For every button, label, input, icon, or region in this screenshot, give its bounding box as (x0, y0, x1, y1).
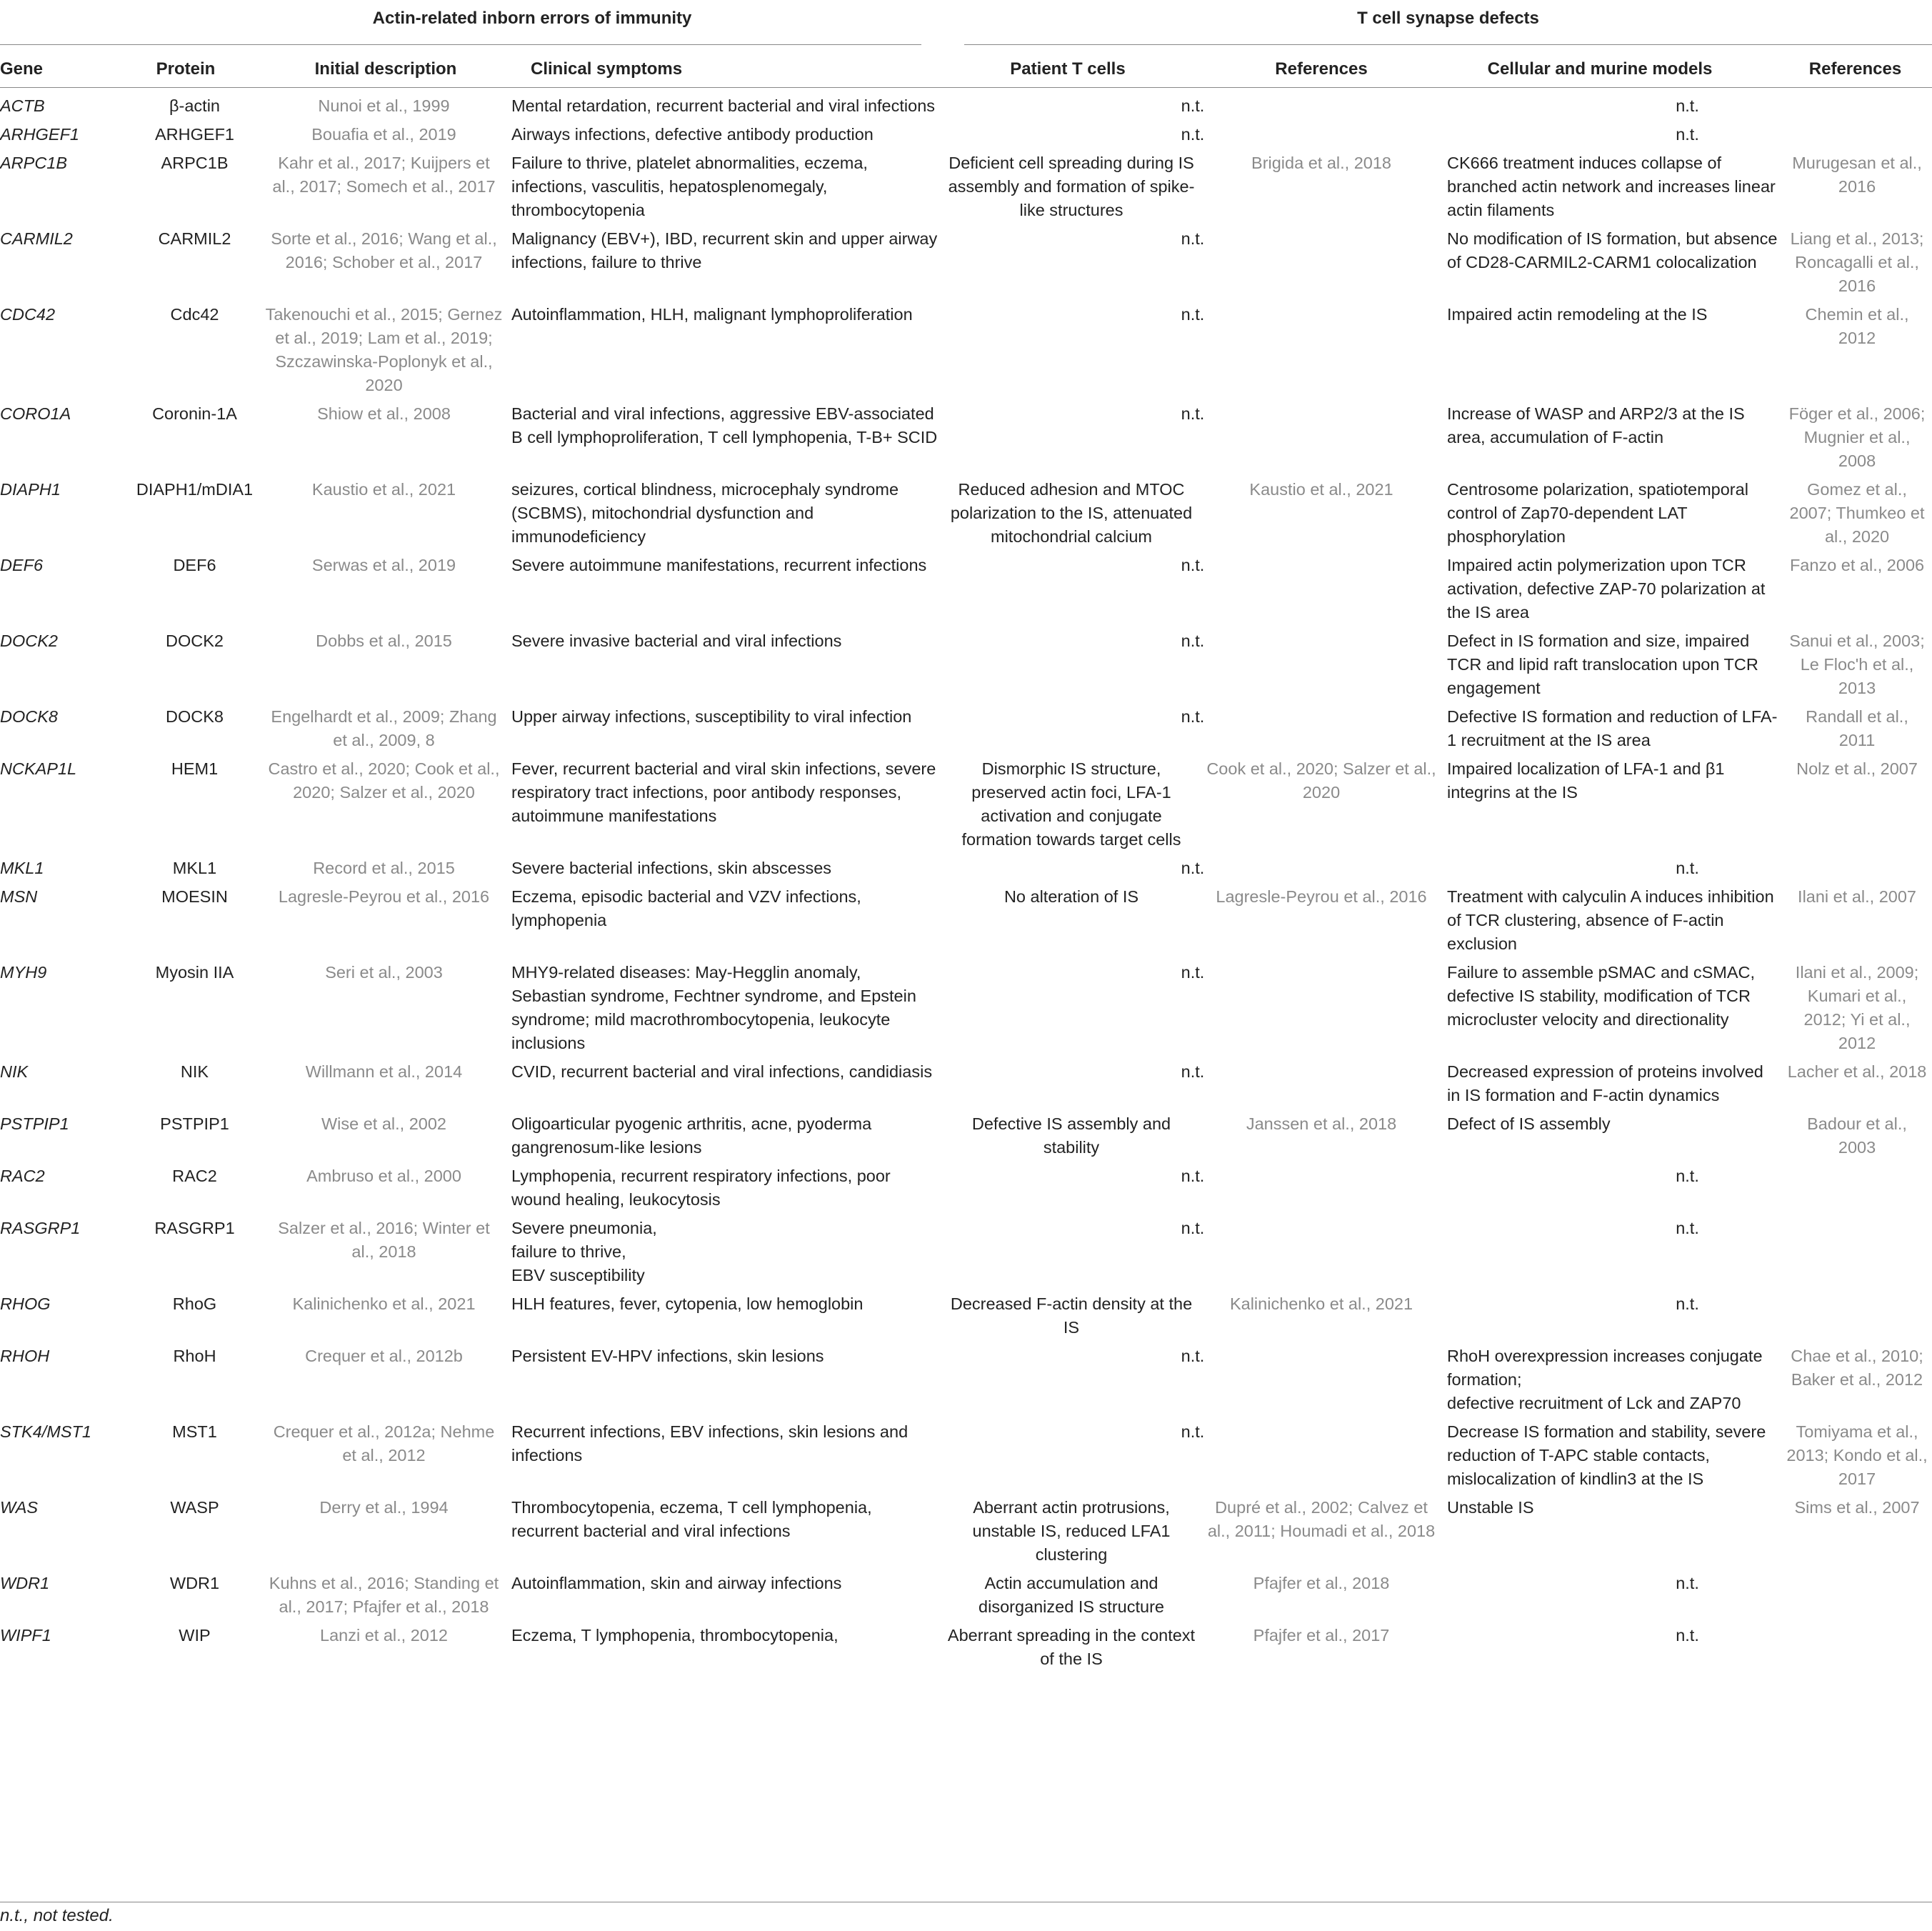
protein-cell: RAC2 (172, 1167, 217, 1185)
protein-cell: WDR1 (169, 1574, 220, 1592)
patient-t-cells-cell: Aberrant spreading in the context of the IS (947, 1626, 1196, 1668)
patient-t-cells-cell: n.t. (1181, 96, 1205, 115)
table-row (0, 1495, 1932, 1570)
models-references-cell: Fanzo et al., 2006 (1789, 556, 1925, 574)
clinical-symptoms-cell: Malignancy (EBV+), IBD, recurrent skin and upper airway infections, failure to thrive (511, 229, 938, 271)
clinical-symptoms-cell: Severe bacterial infections, skin abscesses (511, 859, 832, 877)
table-row (0, 476, 1932, 552)
models-cell: Impaired localization of LFA-1 and β1 integrins at the IS (1447, 759, 1725, 802)
table-row (0, 1059, 1932, 1111)
patient-references-cell: Janssen et al., 2018 (1246, 1114, 1397, 1133)
initial-description-cell: Serwas et al., 2019 (311, 556, 456, 574)
models-cell: Decrease IS formation and stability, severe reduction of T-APC stable contacts, mislocalization of kindlin3 at the IS (1447, 1422, 1766, 1488)
models-cell: Decreased expression of proteins involved in IS formation and F-actin dynamics (1447, 1062, 1763, 1104)
initial-description-cell: Nunoi et al., 1999 (318, 96, 450, 115)
initial-description-cell: Lagresle-Peyrou et al., 2016 (278, 887, 490, 906)
patient-t-cells-cell: No alteration of IS (1003, 887, 1139, 906)
clinical-symptoms-cell: Failure to thrive, platelet abnormalities, eczema, infections, vasculitis, hepatosplenomegaly, thrombocytopenia (511, 154, 868, 219)
clinical-symptoms-cell: Autoinflammation, HLH, malignant lymphoproliferation (511, 305, 913, 324)
patient-references-cell: Kalinichenko et al., 2021 (1229, 1294, 1413, 1313)
table-row (0, 1111, 1932, 1163)
gene-cell: MKL1 (0, 859, 44, 877)
initial-description-cell: Seri et al., 2003 (325, 963, 443, 982)
protein-cell: DEF6 (173, 556, 216, 574)
models-references-cell: Ilani et al., 2009; Kumari et al., 2012; Yi et al., 2012 (1795, 963, 1919, 1052)
patient-t-cells-cell: n.t. (1181, 404, 1205, 423)
col-header-protein: Protein (156, 59, 216, 79)
gene-cell: WIPF1 (0, 1626, 51, 1645)
table-row (0, 401, 1932, 476)
initial-description-cell: Lanzi et al., 2012 (320, 1626, 448, 1645)
table-row (0, 93, 1932, 121)
clinical-symptoms-cell: Mental retardation, recurrent bacterial and viral infections (511, 96, 936, 115)
gene-cell: RASGRP1 (0, 1219, 81, 1237)
patient-t-cells-cell: n.t. (1181, 963, 1205, 982)
protein-cell: WIP (179, 1626, 211, 1645)
initial-description-cell: Sorte et al., 2016; Wang et al., 2016; Schober et al., 2017 (271, 229, 497, 271)
gene-cell: CARMIL2 (0, 229, 73, 248)
gene-cell: WDR1 (0, 1574, 50, 1592)
gene-cell: CDC42 (0, 305, 56, 324)
clinical-symptoms-cell: Thrombocytopenia, eczema, T cell lymphopenia, recurrent bacterial and viral infections (511, 1498, 872, 1540)
models-references-cell: Randall et al., 2011 (1806, 707, 1908, 749)
table-body (0, 93, 1932, 1675)
table-row (0, 552, 1932, 628)
clinical-symptoms-cell: HLH features, fever, cytopenia, low hemoglobin (511, 1294, 864, 1313)
table-row (0, 1419, 1932, 1495)
initial-description-cell: Engelhardt et al., 2009; Zhang et al., 2009, 8 (271, 707, 497, 749)
models-cell: No modification of IS formation, but absence of CD28-CARMIL2-CARM1 colocalization (1447, 229, 1778, 271)
clinical-symptoms-cell: Severe pneumonia, failure to thrive, EBV susceptibility (511, 1219, 657, 1284)
protein-cell: MKL1 (172, 859, 217, 877)
patient-t-cells-cell: Actin accumulation and disorganized IS structure (978, 1574, 1164, 1616)
gene-cell: DOCK8 (0, 707, 58, 726)
gene-cell: DEF6 (0, 556, 44, 574)
protein-cell: Myosin IIA (155, 963, 234, 982)
patient-t-cells-cell: n.t. (1181, 859, 1205, 877)
initial-description-cell: Kuhns et al., 2016; Standing et al., 2017; Pfajfer et al., 2018 (269, 1574, 499, 1616)
initial-description-cell: Shiow et al., 2008 (317, 404, 451, 423)
models-cell: n.t. (1676, 1219, 1699, 1237)
clinical-symptoms-cell: Eczema, T lymphopenia, thrombocytopenia, (511, 1626, 839, 1645)
models-references-cell: Chae et al., 2010; Baker et al., 2012 (1791, 1347, 1923, 1389)
patient-t-cells-cell: n.t. (1181, 707, 1205, 726)
table-row (0, 121, 1932, 150)
gene-cell: STK4/MST1 (0, 1422, 91, 1441)
initial-description-cell: Castro et al., 2020; Cook et al., 2020; Salzer et al., 2020 (268, 759, 500, 802)
models-cell: Increase of WASP and ARP2/3 at the IS area, accumulation of F-actin (1447, 404, 1745, 446)
gene-cell: DIAPH1 (0, 480, 61, 499)
clinical-symptoms-cell: Severe invasive bacterial and viral infections (511, 632, 842, 650)
models-references-cell: Nolz et al., 2007 (1796, 759, 1918, 778)
initial-description-cell: Kalinichenko et al., 2021 (292, 1294, 476, 1313)
clinical-symptoms-cell: MHY9-related diseases: May-Hegglin anomaly, Sebastian syndrome, Fechtner syndrome, and Epstein syndrome; mild macrothrombocytopenia, leukocyte inclusions (511, 963, 916, 1052)
protein-cell: ARHGEF1 (155, 125, 234, 144)
initial-description-cell: Kaustio et al., 2021 (311, 480, 456, 499)
clinical-symptoms-cell: Upper airway infections, susceptibility to viral infection (511, 707, 912, 726)
protein-cell: RASGRP1 (154, 1219, 235, 1237)
data-table (0, 93, 1932, 1675)
clinical-symptoms-cell: Airways infections, defective antibody production (511, 125, 874, 144)
clinical-symptoms-cell: Autoinflammation, skin and airway infections (511, 1574, 842, 1592)
table-row (0, 1215, 1932, 1291)
patient-references-cell: Pfajfer et al., 2018 (1253, 1574, 1390, 1592)
gene-cell: PSTPIP1 (0, 1114, 69, 1133)
initial-description-cell: Crequer et al., 2012a; Nehme et al., 2012 (273, 1422, 495, 1465)
clinical-symptoms-cell: Fever, recurrent bacterial and viral skin infections, severe respiratory tract infections, poor antibody responses, autoimmune manifestations (511, 759, 936, 825)
table-row (0, 884, 1932, 959)
patient-t-cells-cell: n.t. (1181, 1167, 1205, 1185)
patient-t-cells-cell: Aberrant actin protrusions, unstable IS, reduced LFA1 clustering (972, 1498, 1171, 1564)
patient-t-cells-cell: n.t. (1181, 556, 1205, 574)
protein-cell: DOCK2 (166, 632, 224, 650)
protein-cell: RhoG (172, 1294, 217, 1313)
initial-description-cell: Ambruso et al., 2000 (306, 1167, 461, 1185)
initial-description-cell: Record et al., 2015 (313, 859, 455, 877)
protein-cell: PSTPIP1 (160, 1114, 229, 1133)
initial-description-cell: Crequer et al., 2012b (305, 1347, 463, 1365)
clinical-symptoms-cell: Eczema, episodic bacterial and VZV infections, lymphopenia (511, 887, 861, 929)
patient-t-cells-cell: Defective IS assembly and stability (971, 1114, 1171, 1157)
clinical-symptoms-cell: CVID, recurrent bacterial and viral infections, candidiasis (511, 1062, 933, 1081)
clinical-symptoms-cell: Oligoarticular pyogenic arthritis, acne, pyoderma gangrenosum-like lesions (511, 1114, 872, 1157)
models-cell: n.t. (1676, 96, 1699, 115)
header-rule (0, 87, 1932, 88)
protein-cell: β-actin (169, 96, 220, 115)
initial-description-cell: Derry et al., 1994 (319, 1498, 449, 1517)
clinical-symptoms-cell: Bacterial and viral infections, aggressive EBV-associated B cell lymphoproliferation, T cell lymphopenia, T-B+ SCID (511, 404, 938, 446)
patient-t-cells-cell: n.t. (1181, 305, 1205, 324)
group-header-synapse: T cell synapse defects (1357, 9, 1539, 28)
patient-t-cells-cell: n.t. (1181, 1422, 1205, 1441)
initial-description-cell: Takenouchi et al., 2015; Gernez et al., 2019; Lam et al., 2019; Szczawinska-Poplonyk et al., 2020 (265, 305, 503, 394)
protein-cell: RhoH (173, 1347, 216, 1365)
protein-cell: DOCK8 (166, 707, 224, 726)
patient-references-cell: Pfajfer et al., 2017 (1253, 1626, 1390, 1645)
gene-cell: CORO1A (0, 404, 71, 423)
models-cell: Impaired actin polymerization upon TCR activation, defective ZAP-70 polarization at the IS area (1447, 556, 1766, 622)
gene-cell: ACTB (0, 96, 45, 115)
gene-cell: RHOG (0, 1294, 51, 1313)
initial-description-cell: Bouafia et al., 2019 (311, 125, 456, 144)
models-references-cell: Ilani et al., 2007 (1798, 887, 1916, 906)
clinical-symptoms-cell: Severe autoimmune manifestations, recurrent infections (511, 556, 927, 574)
models-references-cell: Liang et al., 2013; Roncagalli et al., 2016 (1790, 229, 1924, 295)
models-cell: CK666 treatment induces collapse of branched actin network and increases linear actin filaments (1447, 154, 1776, 219)
models-cell: Treatment with calyculin A induces inhibition of TCR clustering, absence of F-actin exclusion (1447, 887, 1774, 953)
models-references-cell: Sims et al., 2007 (1794, 1498, 1920, 1517)
gene-cell: NIK (0, 1062, 29, 1081)
patient-references-cell: Cook et al., 2020; Salzer et al., 2020 (1206, 759, 1436, 802)
clinical-symptoms-cell: Recurrent infections, EBV infections, skin lesions and infections (511, 1422, 909, 1465)
col-header-initial: Initial description (314, 59, 457, 79)
protein-cell: CARMIL2 (158, 229, 231, 248)
models-references-cell: Föger et al., 2006; Mugnier et al., 2008 (1788, 404, 1926, 470)
patient-t-cells-cell: Reduced adhesion and MTOC polarization to the IS, attenuated mitochondrial calcium (950, 480, 1193, 546)
gene-cell: ARHGEF1 (0, 125, 79, 144)
table-row (0, 756, 1932, 855)
table-row (0, 226, 1932, 301)
models-cell: n.t. (1676, 859, 1699, 877)
protein-cell: Coronin-1A (152, 404, 237, 423)
models-cell: Defect of IS assembly (1447, 1114, 1611, 1133)
models-cell: RhoH overexpression increases conjugate formation; defective recruitment of Lck and ZAP70 (1447, 1347, 1763, 1412)
group-header-actin: Actin-related inborn errors of immunity (372, 9, 692, 28)
gene-cell: ARPC1B (0, 154, 68, 172)
protein-cell: MOESIN (161, 887, 228, 906)
patient-t-cells-cell: n.t. (1181, 1062, 1205, 1081)
patient-t-cells-cell: n.t. (1181, 1219, 1205, 1237)
col-header-gene: Gene (0, 59, 44, 79)
models-cell: n.t. (1676, 1167, 1699, 1185)
clinical-symptoms-cell: Lymphopenia, recurrent respiratory infections, poor wound healing, leukocytosis (511, 1167, 891, 1209)
table-row (0, 704, 1932, 756)
group-rule-left (0, 44, 921, 45)
patient-t-cells-cell: Deficient cell spreading during IS assembly and formation of spike-like structures (948, 154, 1195, 219)
models-cell: Failure to assemble pSMAC and cSMAC, defective IS stability, modification of TCR microcluster velocity and directionality (1447, 963, 1756, 1029)
clinical-symptoms-cell: seizures, cortical blindness, microcephaly syndrome (SCBMS), mitochondrial dysfunction and immunodeficiency (511, 480, 899, 546)
patient-t-cells-cell: n.t. (1181, 632, 1205, 650)
col-header-clinical: Clinical symptoms (531, 59, 683, 79)
initial-description-cell: Dobbs et al., 2015 (316, 632, 452, 650)
table-row (0, 1163, 1932, 1215)
protein-cell: ARPC1B (161, 154, 229, 172)
protein-cell: MST1 (172, 1422, 217, 1441)
models-references-cell: Gomez et al., 2007; Thumkeo et al., 2020 (1789, 480, 1925, 546)
models-references-cell: Chemin et al., 2012 (1805, 305, 1909, 347)
patient-t-cells-cell: n.t. (1181, 125, 1205, 144)
patient-references-cell: Lagresle-Peyrou et al., 2016 (1216, 887, 1427, 906)
models-cell: n.t. (1676, 1294, 1699, 1313)
table-row (0, 150, 1932, 226)
gene-cell: DOCK2 (0, 632, 58, 650)
col-header-refs2: References (1808, 59, 1902, 79)
gene-cell: RAC2 (0, 1167, 45, 1185)
models-references-cell: Lacher et al., 2018 (1787, 1062, 1927, 1081)
group-rule-right (964, 44, 1932, 45)
initial-description-cell: Willmann et al., 2014 (305, 1062, 463, 1081)
table-row (0, 1291, 1932, 1343)
models-cell: Unstable IS (1447, 1498, 1534, 1517)
patient-t-cells-cell: Decreased F-actin density at the IS (950, 1294, 1193, 1337)
models-cell: Impaired actin remodeling at the IS (1447, 305, 1708, 324)
patient-references-cell: Brigida et al., 2018 (1251, 154, 1391, 172)
col-header-refs1: References (1275, 59, 1368, 79)
col-header-patient: Patient T cells (1010, 59, 1126, 79)
clinical-symptoms-cell: Persistent EV-HPV infections, skin lesions (511, 1347, 824, 1365)
initial-description-cell: Wise et al., 2002 (321, 1114, 447, 1133)
patient-references-cell: Dupré et al., 2002; Calvez et al., 2011; Houmadi et al., 2018 (1207, 1498, 1436, 1540)
initial-description-cell: Salzer et al., 2016; Winter et al., 2018 (278, 1219, 490, 1261)
patient-references-cell: Kaustio et al., 2021 (1249, 480, 1393, 499)
models-cell: n.t. (1676, 125, 1699, 144)
patient-t-cells-cell: n.t. (1181, 229, 1205, 248)
footnote: n.t., not tested. (0, 1906, 114, 1925)
table-row (0, 1622, 1932, 1675)
col-header-models: Cellular and murine models (1487, 59, 1713, 79)
protein-cell: Cdc42 (170, 305, 219, 324)
patient-t-cells-cell: n.t. (1181, 1347, 1205, 1365)
table-row (0, 959, 1932, 1059)
gene-cell: NCKAP1L (0, 759, 77, 778)
gene-cell: MSN (0, 887, 38, 906)
initial-description-cell: Kahr et al., 2017; Kuijpers et al., 2017; Somech et al., 2017 (272, 154, 496, 196)
models-references-cell: Tomiyama et al., 2013; Kondo et al., 2017 (1786, 1422, 1928, 1488)
protein-cell: DIAPH1/mDIA1 (136, 480, 254, 499)
table-row (0, 628, 1932, 704)
gene-cell: WAS (0, 1498, 39, 1517)
models-references-cell: Badour et al., 2003 (1807, 1114, 1907, 1157)
gene-cell: MYH9 (0, 963, 47, 982)
models-cell: Centrosome polarization, spatiotemporal control of Zap70-dependent LAT phosphorylation (1447, 480, 1748, 546)
patient-t-cells-cell: Dismorphic IS structure, preserved actin foci, LFA-1 activation and conjugate formation towards target cells (961, 759, 1181, 849)
gene-cell: RHOH (0, 1347, 50, 1365)
table-row (0, 301, 1932, 401)
models-cell: n.t. (1676, 1626, 1699, 1645)
models-cell: n.t. (1676, 1574, 1699, 1592)
protein-cell: NIK (180, 1062, 209, 1081)
models-references-cell: Sanui et al., 2003; Le Floc'h et al., 2013 (1789, 632, 1925, 697)
table-row (0, 855, 1932, 884)
protein-cell: WASP (170, 1498, 219, 1517)
models-cell: Defective IS formation and reduction of LFA-1 recruitment at the IS area (1447, 707, 1778, 749)
protein-cell: HEM1 (171, 759, 219, 778)
models-cell: Defect in IS formation and size, impaired TCR and lipid raft translocation upon TCR engagement (1447, 632, 1758, 697)
table-row (0, 1570, 1932, 1622)
models-references-cell: Murugesan et al., 2016 (1792, 154, 1922, 196)
table-row (0, 1343, 1932, 1419)
